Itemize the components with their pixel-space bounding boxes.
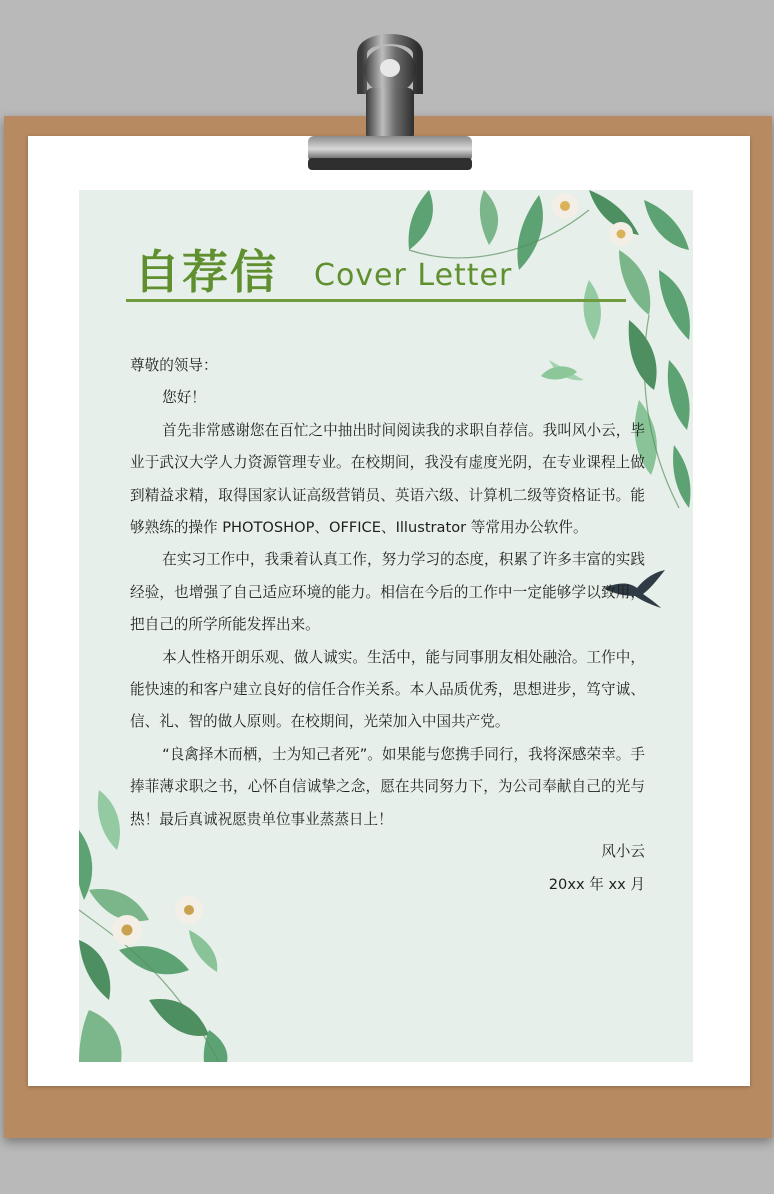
title-chinese: 自荐信 xyxy=(134,245,278,299)
paragraph-3: 本人性格开朗乐观、做人诚实。生活中，能与同事朋友相处融洽。工作中，能快速的和客户建立良好的信任合作关系。本人品质优秀，思想进步，笃守诚、信、礼、智的做人原则。在校期间，光荣加入中国共产党。 xyxy=(130,648,645,731)
paragraph-2: 在实习工作中，我秉着认真工作，努力学习的态度，积累了许多丰富的实践经验，也增强了自己适应环境的能力。相信在今后的工作中一定能够学以致用，把自己的所学所能发挥出来。 xyxy=(130,551,645,634)
paragraph-1: 首先非常感谢您在百忙之中抽出时间阅读我的求职自荐信。我叫风小云，毕业于武汉大学人力资源管理专业。在校期间，我没有虚度光阴，在专业课程上做到精益求精，取得国家认证高级营销员、英语六级、计算机二级等资格证书。能够熟练的操作 PHOTOSHOP、OFFICE、Illustrator 等常用办公软件。 xyxy=(130,421,645,537)
paragraph-4: “良禽择木而栖，士为知己者死”。如果能与您携手同行，我将深感荣幸。手捧菲薄求职之书，心怀自信诚挚之念，愿在共同努力下，为公司奉献自己的光与热！最后真诚祝愿贵单位事业蒸蒸日上！ xyxy=(130,745,645,828)
signature: 风小云 xyxy=(601,843,645,861)
greeting: 您好！ xyxy=(162,389,206,407)
date: 20xx 年 xx 月 xyxy=(548,875,645,893)
letter-title xyxy=(132,236,612,300)
title-underline xyxy=(126,299,626,302)
title-english: Cover Letter xyxy=(314,258,513,293)
binder-clip-icon xyxy=(300,24,480,176)
letter-body xyxy=(130,350,645,901)
salutation: 尊敬的领导： xyxy=(130,357,218,374)
